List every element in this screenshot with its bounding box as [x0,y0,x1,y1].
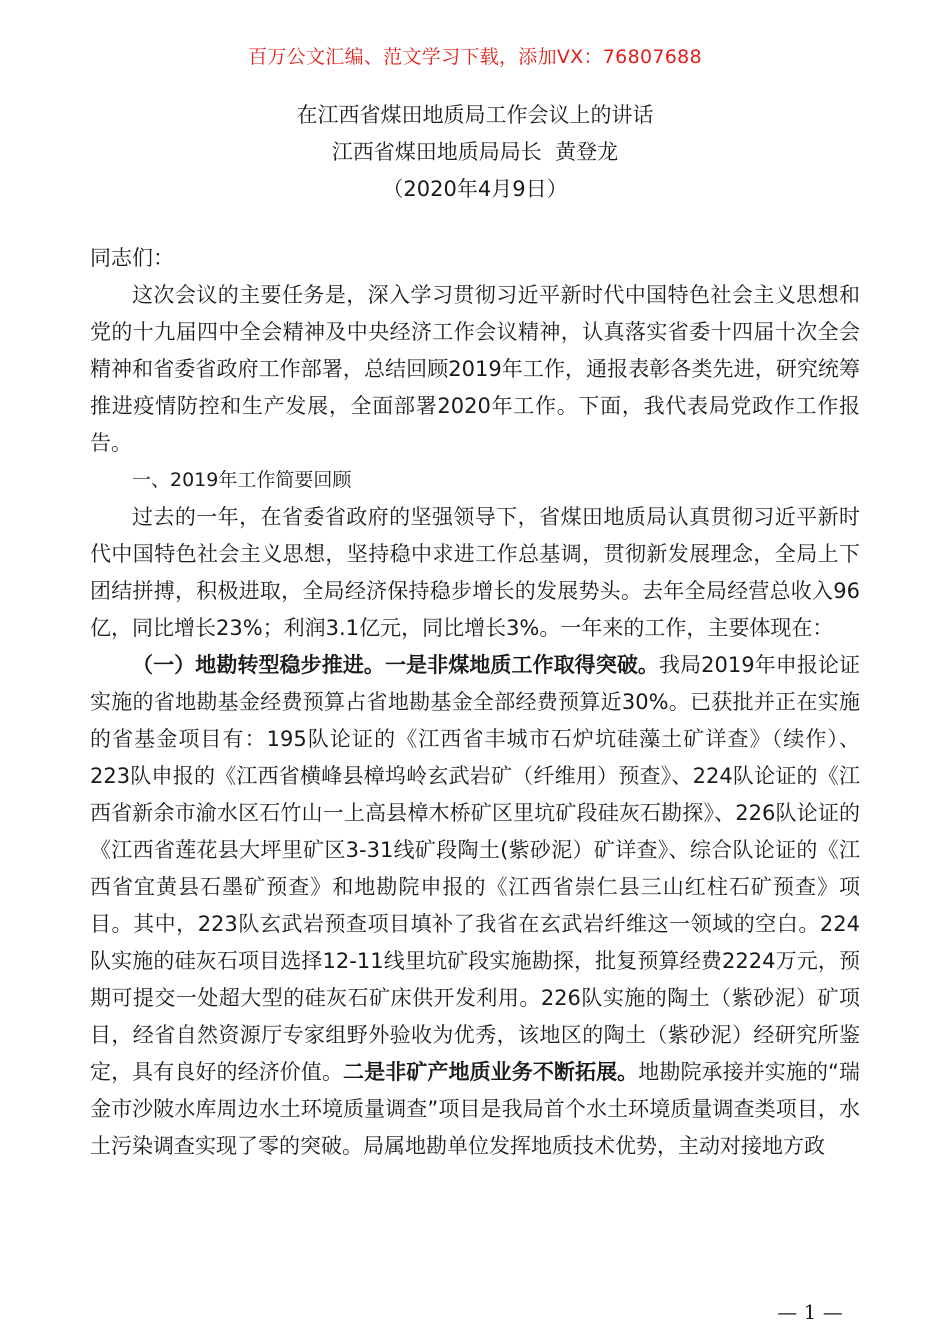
document-body [90,240,860,1165]
salutation: 同志们： [90,246,174,270]
review-paragraph: 过去的一年，在省委省政府的坚强领导下，省煤田地质局认真贯彻习近平新时代中国特色社会主义思想，坚持稳中求进工作总基调，贯彻新发展理念，全局上下团结拼搏，积极进取，全局经济保持稳步增长的发展势头。去年全局经营总收入96亿，同比增长23%；利润3.1亿元，同比增长3%。一年来的工作，主要体现在： [90,505,860,640]
intro-paragraph: 这次会议的主要任务是，深入学习贯彻习近平新时代中国特色社会主义思想和党的十九届四中全会精神及中央经济工作会议精神，认真落实省委十四届十次全会精神和省委省政府工作部署，总结回顾2019年工作，通报表彰各类先进，研究统筹推进疫情防控和生产发展，全面部署2020年工作。下面，我代表局党政作工作报告。 [90,283,860,455]
item1-sub2-text: 地勘院承接并实施的“瑞金市沙陂水库周边水土环境质量调查”项目是我局首个水土环境质量调查类项目，水土污染调查实现了零的突破。局属地勘单位发挥地质技术优势，主动对接地方政 [90,1060,861,1158]
item1-sub1-heading: 一是非煤地质工作取得突破。 [384,653,660,677]
speaker-line: 江西省煤田地质局局长 黄登龙 [331,140,619,164]
item1-sub1-text: 我局2019年申报论证实施的省地勘基金经费预算占省地勘基金全部经费预算近30%。已获批并正在实施的省基金项目有：195队论证的《江西省丰城市石炉坑硅藻土矿详查》（续作）、223队申报的《江西省横峰县樟坞岭玄武岩矿（纤维用）预查》、224队论证的《江西省新余市渝水区石竹山一上高县樟木桥矿区里坑矿段硅灰石勘探》、226队论证的《江西省莲花县大坪里矿区3-31线矿段陶土(紫砂泥）矿详查》、综合队论证的《江西省宜黄县石墨矿预查》和地勘院申报的《江西省崇仁县三山红柱石矿预查》项目。其中，223队玄武岩预查项目填补了我省在玄武岩纤维这一领域的空白。224队实施的硅灰石项目选择12-11线里坑矿段实施勘探，批复预算经费2224万元，预期可提交一处超大型的硅灰石矿床供开发利用。226队实施的陶土（紫砂泥）矿项目，经省自然资源厅专家组野外验收为优秀，该地区的陶土（紫砂泥）经研究所鉴定，具有良好的经济价值。 [90,653,861,1084]
watermark-banner: 百万公文汇编、范文学习下载，添加VX：76807688 [248,46,702,68]
item1-heading: （一）地勘转型稳步推进。 [132,653,385,677]
date-line: （2020年4月9日） [382,177,568,201]
section-heading: 一、2019年工作简要回顾 [132,469,352,491]
item1-paragraph [90,647,860,1165]
document-title: 在江西省煤田地质局工作会议上的讲话 [296,103,654,127]
item1-sub2-heading: 二是非矿产地质业务不断拓展。 [343,1060,639,1084]
page-number: — 1 — [777,1300,843,1324]
